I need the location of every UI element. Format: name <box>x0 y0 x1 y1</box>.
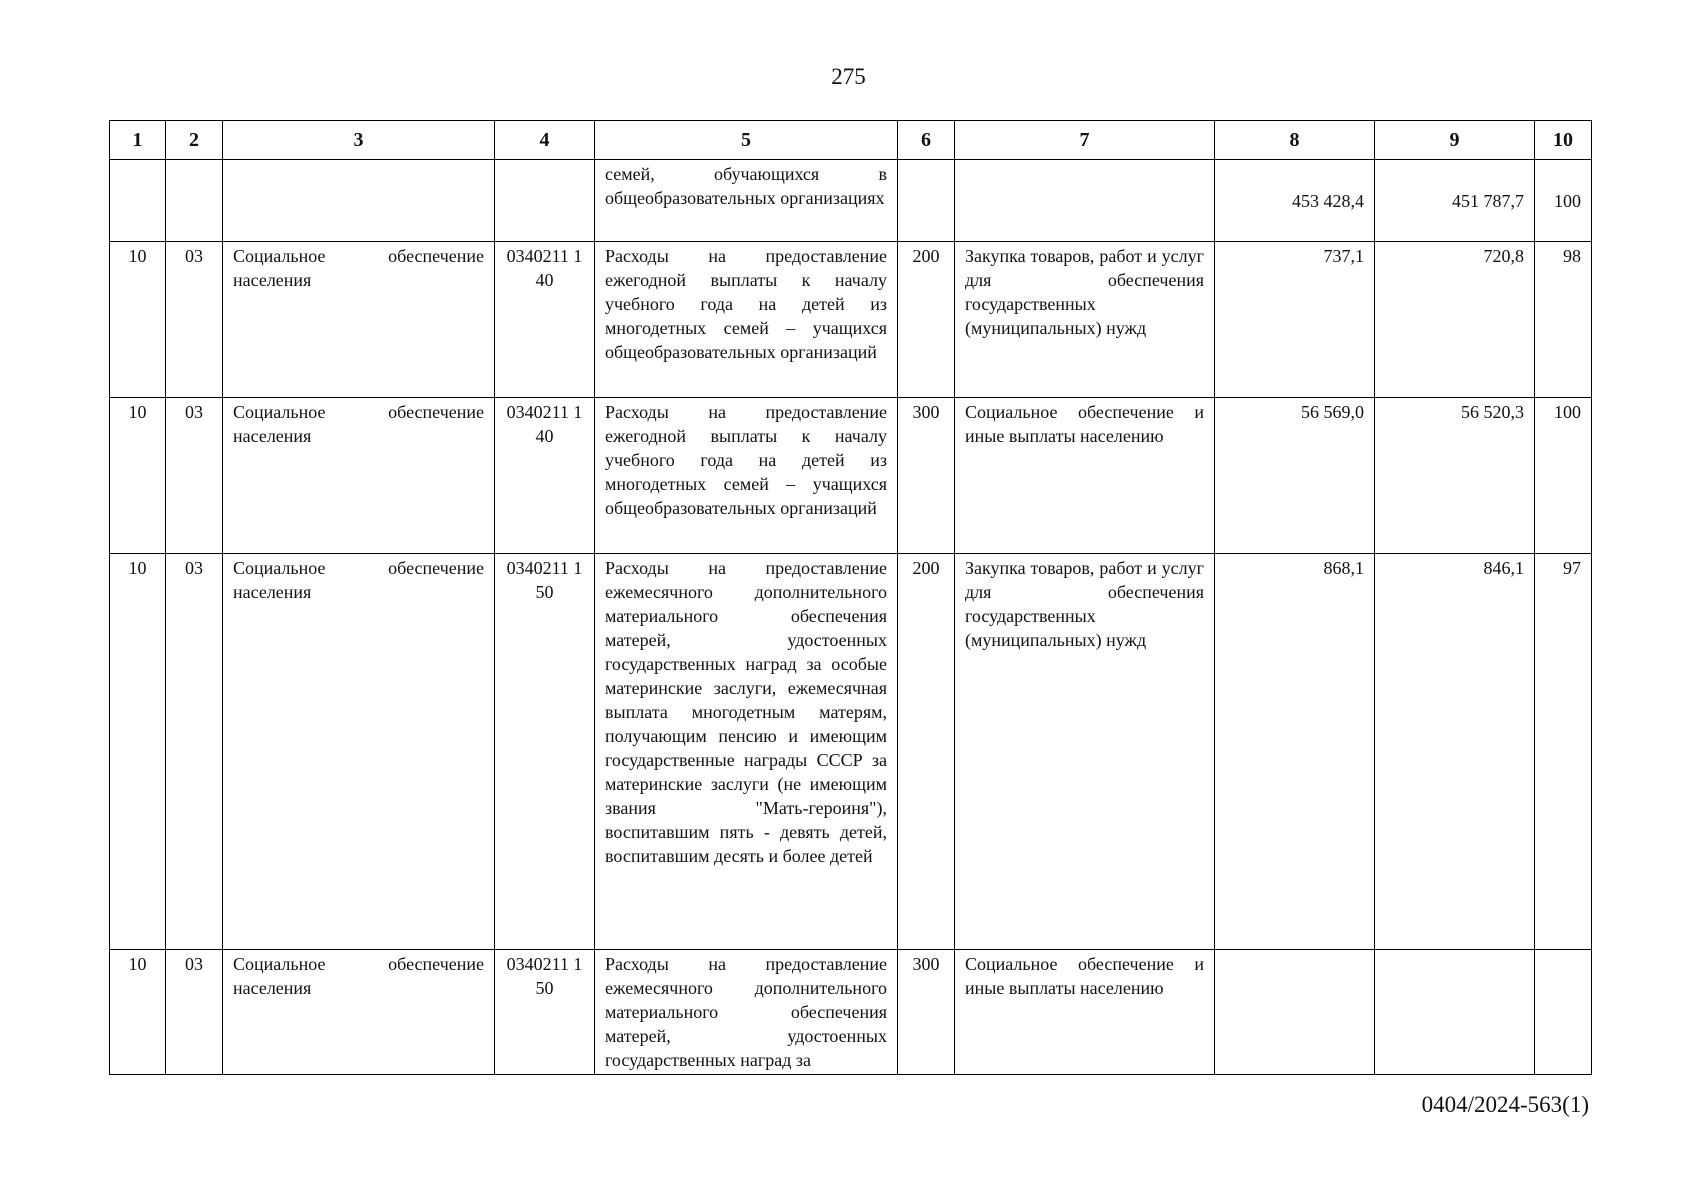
col-header-3: 3 <box>223 121 495 160</box>
col-header-5: 5 <box>595 121 898 160</box>
cell-code <box>495 160 595 242</box>
cell-kvr-name: Закупка товаров, работ и услуг для обеспечения государственных (муниципальных) нужд <box>955 242 1215 398</box>
cell-code: 0340211 150 <box>495 950 595 1075</box>
cell-plan: 868,1 <box>1215 554 1375 950</box>
cell-section <box>110 160 166 242</box>
cell-subsection: 03 <box>166 554 223 950</box>
cell-section: 10 <box>110 950 166 1075</box>
cell-fact: 846,1 <box>1375 554 1535 950</box>
col-header-9: 9 <box>1375 121 1535 160</box>
cell-kvr: 300 <box>898 398 955 554</box>
cell-description: Расходы на предоставление ежегодной выплаты к началу учебного года на детей из многодетных семей – учащихся общеобразовательных организаций <box>595 398 898 554</box>
cell-pct: 97 <box>1535 554 1592 950</box>
cell-fact <box>1375 950 1535 1075</box>
cell-kvr-name: Социальное обеспечение и иные выплаты населению <box>955 950 1215 1075</box>
page-number: 275 <box>831 64 866 89</box>
cell-name: Социальное обеспечение населения <box>223 554 495 950</box>
cell-section: 10 <box>110 554 166 950</box>
table-row <box>110 950 1592 1075</box>
cell-section: 10 <box>110 242 166 398</box>
cell-name: Социальное обеспечение населения <box>223 398 495 554</box>
cell-pct <box>1535 950 1592 1075</box>
cell-plan: 453 428,4 <box>1215 160 1375 242</box>
cell-description: Расходы на предоставление ежемесячного дополнительного материального обеспечения матерей, удостоенных государственных наград за <box>595 950 898 1075</box>
col-header-1: 1 <box>110 121 166 160</box>
col-header-6: 6 <box>898 121 955 160</box>
col-header-8: 8 <box>1215 121 1375 160</box>
cell-description: семей, обучающихся в общеобразовательных организациях <box>595 160 898 242</box>
cell-name: Социальное обеспечение населения <box>223 950 495 1075</box>
cell-kvr: 200 <box>898 554 955 950</box>
cell-plan <box>1215 950 1375 1075</box>
table-row <box>110 242 1592 398</box>
col-header-4: 4 <box>495 121 595 160</box>
cell-plan: 56 569,0 <box>1215 398 1375 554</box>
cell-section: 10 <box>110 398 166 554</box>
table-row-continuation <box>110 160 1592 242</box>
cell-fact: 56 520,3 <box>1375 398 1535 554</box>
cell-fact: 720,8 <box>1375 242 1535 398</box>
cell-description: Расходы на предоставление ежегодной выплаты к началу учебного года на детей из многодетных семей – учащихся общеобразовательных организаций <box>595 242 898 398</box>
table-row <box>110 554 1592 950</box>
cell-fact: 451 787,7 <box>1375 160 1535 242</box>
cell-description: Расходы на предоставление ежемесячного дополнительного материального обеспечения матерей, удостоенных государственных наград за особые материнские заслуги, ежемесячная выплата многодетным матерям, получающим пенсию и имеющим государственные награды СССР за материнские заслуги (не имеющим звания "Мать-героиня"), воспитавшим пять - девять детей, воспитавшим десять и более детей <box>595 554 898 950</box>
cell-pct: 100 <box>1535 398 1592 554</box>
cell-kvr: 200 <box>898 242 955 398</box>
cell-kvr <box>898 160 955 242</box>
cell-subsection: 03 <box>166 242 223 398</box>
cell-kvr-name: Закупка товаров, работ и услуг для обеспечения государственных (муниципальных) нужд <box>955 554 1215 950</box>
cell-code: 0340211 140 <box>495 398 595 554</box>
budget-table <box>109 120 1592 1075</box>
document-id: 0404/2024-563(1) <box>1421 1092 1589 1117</box>
cell-kvr-name <box>955 160 1215 242</box>
col-header-7: 7 <box>955 121 1215 160</box>
cell-subsection: 03 <box>166 398 223 554</box>
col-header-2: 2 <box>166 121 223 160</box>
cell-pct: 98 <box>1535 242 1592 398</box>
cell-pct: 100 <box>1535 160 1592 242</box>
cell-code: 0340211 140 <box>495 242 595 398</box>
cell-code: 0340211 150 <box>495 554 595 950</box>
cell-name: Социальное обеспечение населения <box>223 242 495 398</box>
cell-plan: 737,1 <box>1215 242 1375 398</box>
cell-kvr-name: Социальное обеспечение и иные выплаты населению <box>955 398 1215 554</box>
cell-subsection: 03 <box>166 950 223 1075</box>
cell-kvr: 300 <box>898 950 955 1075</box>
header-row <box>110 121 1592 160</box>
cell-subsection <box>166 160 223 242</box>
table-row <box>110 398 1592 554</box>
col-header-10: 10 <box>1535 121 1592 160</box>
cell-name <box>223 160 495 242</box>
